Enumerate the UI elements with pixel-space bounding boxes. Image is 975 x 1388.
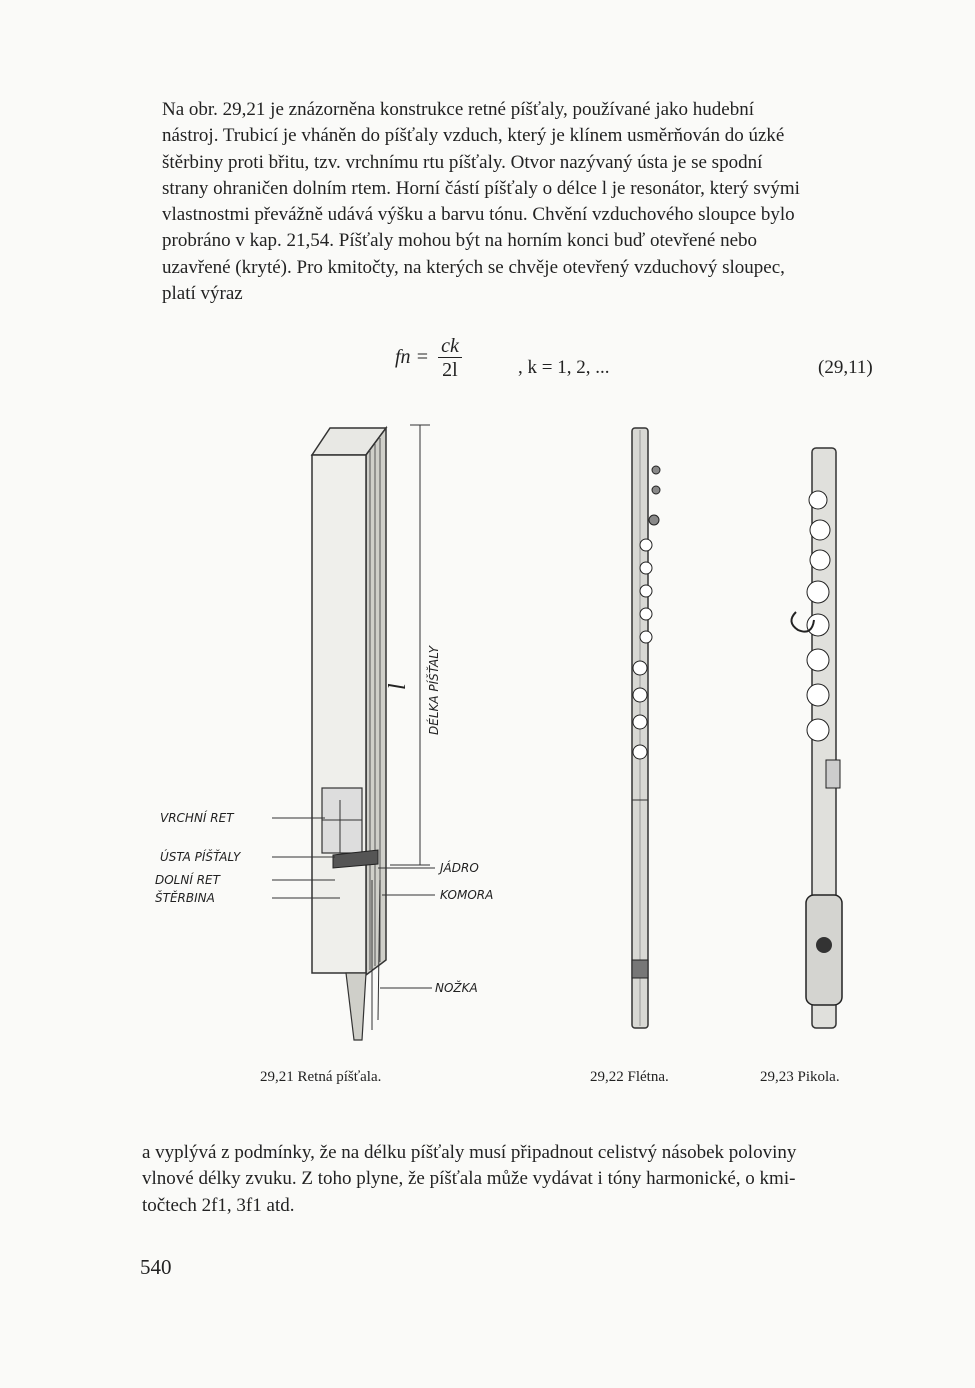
- text-line: vlnové délky zvuku. Z toho plyne, že píšťala může vydávat i tóny harmonické, o kmi-: [142, 1168, 796, 1190]
- text-line: Na obr. 29,21 je znázorněna konstrukce retné píšťaly, používané jako hudební: [162, 99, 754, 120]
- label-delka-pistaly: DÉLKA PÍŠŤALY: [427, 645, 441, 735]
- caption-fig-29-23: 29,23 Pikola.: [760, 1069, 840, 1085]
- organ-pipe-illustration: [272, 425, 435, 1040]
- label-jadro: JÁDRO: [440, 861, 479, 875]
- flute-illustration: [632, 428, 660, 1028]
- text-line: štěrbiny proti břitu, tzv. vrchnímu rtu píšťaly. Otvor nazývaný ústa je se spodní: [162, 151, 763, 173]
- page-number: 540: [140, 1255, 172, 1279]
- text-line: uzavřené (kryté). Pro kmitočty, na kterých se chvěje otevřený vzduchový sloupec,: [162, 256, 785, 278]
- label-vrchni-ret: VRCHNÍ RET: [160, 811, 234, 825]
- text-line: vlastnostmi převážně udává výšku a barvu tónu. Chvění vzduchového sloupce bylo: [162, 204, 795, 226]
- label-length-symbol: l: [385, 683, 411, 690]
- formula-numerator: ck: [438, 335, 462, 358]
- equation-number: (29,11): [818, 357, 873, 378]
- formula-condition: , k = 1, 2, ...: [518, 357, 610, 378]
- paragraph-conclusion: [142, 1140, 902, 1219]
- formula-lhs: fn =: [395, 346, 430, 369]
- formula-denominator: 2l: [442, 359, 458, 381]
- text-line: strany ohraničen dolním rtem. Horní částí píšťaly o délce l je resonátor, který svými: [162, 177, 800, 199]
- caption-fig-29-22: 29,22 Flétna.: [590, 1069, 669, 1085]
- text-line: a vyplývá z podmínky, že na délku píšťaly musí připadnout celistvý násobek poloviny: [142, 1142, 797, 1163]
- caption-fig-29-21: 29,21 Retná píšťala.: [260, 1069, 382, 1085]
- text-line: platí výraz: [162, 283, 243, 305]
- text-line: probráno v kap. 21,54. Píšťaly mohou být na horním konci buď otevřené nebo: [162, 230, 758, 252]
- label-sterbina: ŠTĚRBINA: [155, 891, 215, 905]
- piccolo-illustration: [791, 448, 842, 1028]
- label-dolni-ret: DOLNÍ RET: [155, 873, 220, 887]
- label-komora: KOMORA: [440, 888, 494, 902]
- label-nozka: NOŽKA: [435, 981, 478, 995]
- text-line: nástroj. Trubicí je vháněn do píšťaly vzduch, který je klínem usměrňován do úzké: [162, 125, 785, 147]
- text-line: točtech 2f1, 3f1 atd.: [142, 1194, 295, 1216]
- label-usta-pistaly: ÚSTA PÍŠŤALY: [160, 850, 241, 864]
